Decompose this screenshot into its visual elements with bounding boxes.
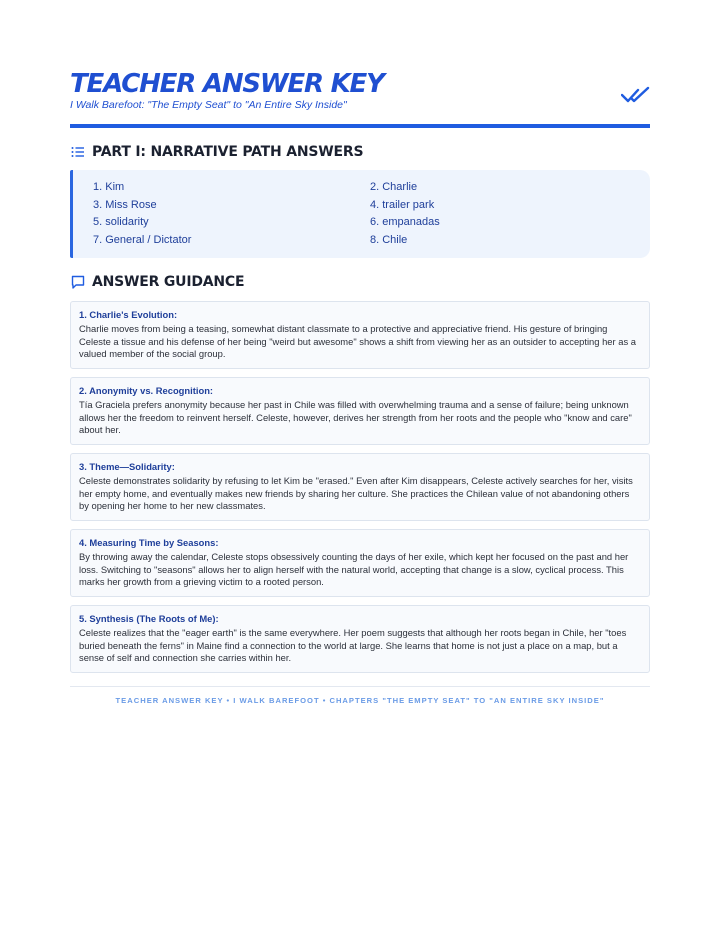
guidance-cards: [70, 301, 650, 681]
header-divider: [70, 124, 650, 128]
card-body: Celeste realizes that the "eager earth" is the same everywhere. Her poem suggests that although her roots began in Chile, her "toes buried beneath the ferns" in Maine find a connection to the world at large. She learns that home is not just a place on a map, but a sense of self and connection she carries within her.: [79, 627, 627, 664]
guidance-card: [70, 605, 650, 673]
answers-panel: [70, 170, 650, 258]
guidance-heading-text: ANSWER GUIDANCE: [92, 274, 245, 290]
guidance-card: [70, 377, 650, 445]
guidance-card: [70, 301, 650, 369]
guidance-card: [70, 453, 650, 521]
card-title: 5. Synthesis (The Roots of Me):: [79, 613, 219, 624]
part1-section-heading: [70, 144, 363, 160]
answer-item: 8. Chile: [370, 234, 408, 247]
footer-divider: [70, 686, 650, 687]
page-title: TEACHER ANSWER KEY: [70, 69, 384, 99]
card-title: 4. Measuring Time by Seasons:: [79, 537, 219, 548]
guidance-card: [70, 529, 650, 597]
document-header: [70, 70, 650, 111]
card-body: Charlie moves from being a teasing, somewhat distant classmate to a protective and appreciative friend. His gesture of bringing Celeste a tissue and his defense of her being "weird but awesome" shows a shift from viewing her as an outsider to accepting her as a valued member of the social group.: [79, 323, 636, 360]
answer-item: 6. empanadas: [370, 216, 440, 229]
chat-bubble-icon: [70, 274, 86, 290]
card-title: 1. Charlie's Evolution:: [79, 309, 178, 320]
part1-heading-text: PART I: NARRATIVE PATH ANSWERS: [92, 144, 364, 160]
answer-item: 7. General / Dictator: [93, 234, 192, 247]
card-title: 3. Theme—Solidarity:: [79, 461, 175, 472]
list-icon: [70, 144, 86, 160]
answer-item: 5. solidarity: [93, 216, 149, 229]
page-footer: TEACHER ANSWER KEY • I WALK BAREFOOT • CHAPTERS "THE EMPTY SEAT" TO "AN ENTIRE SKY INSIDE": [115, 696, 605, 705]
card-body: Tía Graciela prefers anonymity because her past in Chile was filled with overwhelming trauma and a sense of failure; being unknown allows her the freedom to reinvent herself. Celeste, however, derives her strength from her roots and the people who "know and care" about her.: [79, 399, 632, 436]
card-body: Celeste demonstrates solidarity by refusing to let Kim be "erased." Even after Kim disappears, Celeste actively searches for her, visits her empty home, and eventually makes new friends by sharing her culture. She practices the Chilean value of not abandoning others by opening her home to her new classmates.: [79, 475, 633, 512]
answer-item: 4. trailer park: [370, 198, 435, 211]
answer-item: 1. Kim: [93, 181, 125, 193]
page-subtitle: I Walk Barefoot: "The Empty Seat" to "An Entire Sky Inside": [70, 99, 347, 111]
card-title: 2. Anonymity vs. Recognition:: [79, 385, 214, 396]
guidance-section-heading: [70, 274, 244, 290]
double-check-icon: [621, 86, 651, 106]
card-body: By throwing away the calendar, Celeste stops obsessively counting the days of her exile, which kept her focused on the past and her loss. Switching to "seasons" allows her to align herself with the natural world, accepting that change is a slow, cyclical process. This marks her growth from a grieving victim to a rooted person.: [79, 551, 629, 588]
answer-item: 3. Miss Rose: [93, 198, 157, 211]
answer-item: 2. Charlie: [370, 181, 418, 193]
